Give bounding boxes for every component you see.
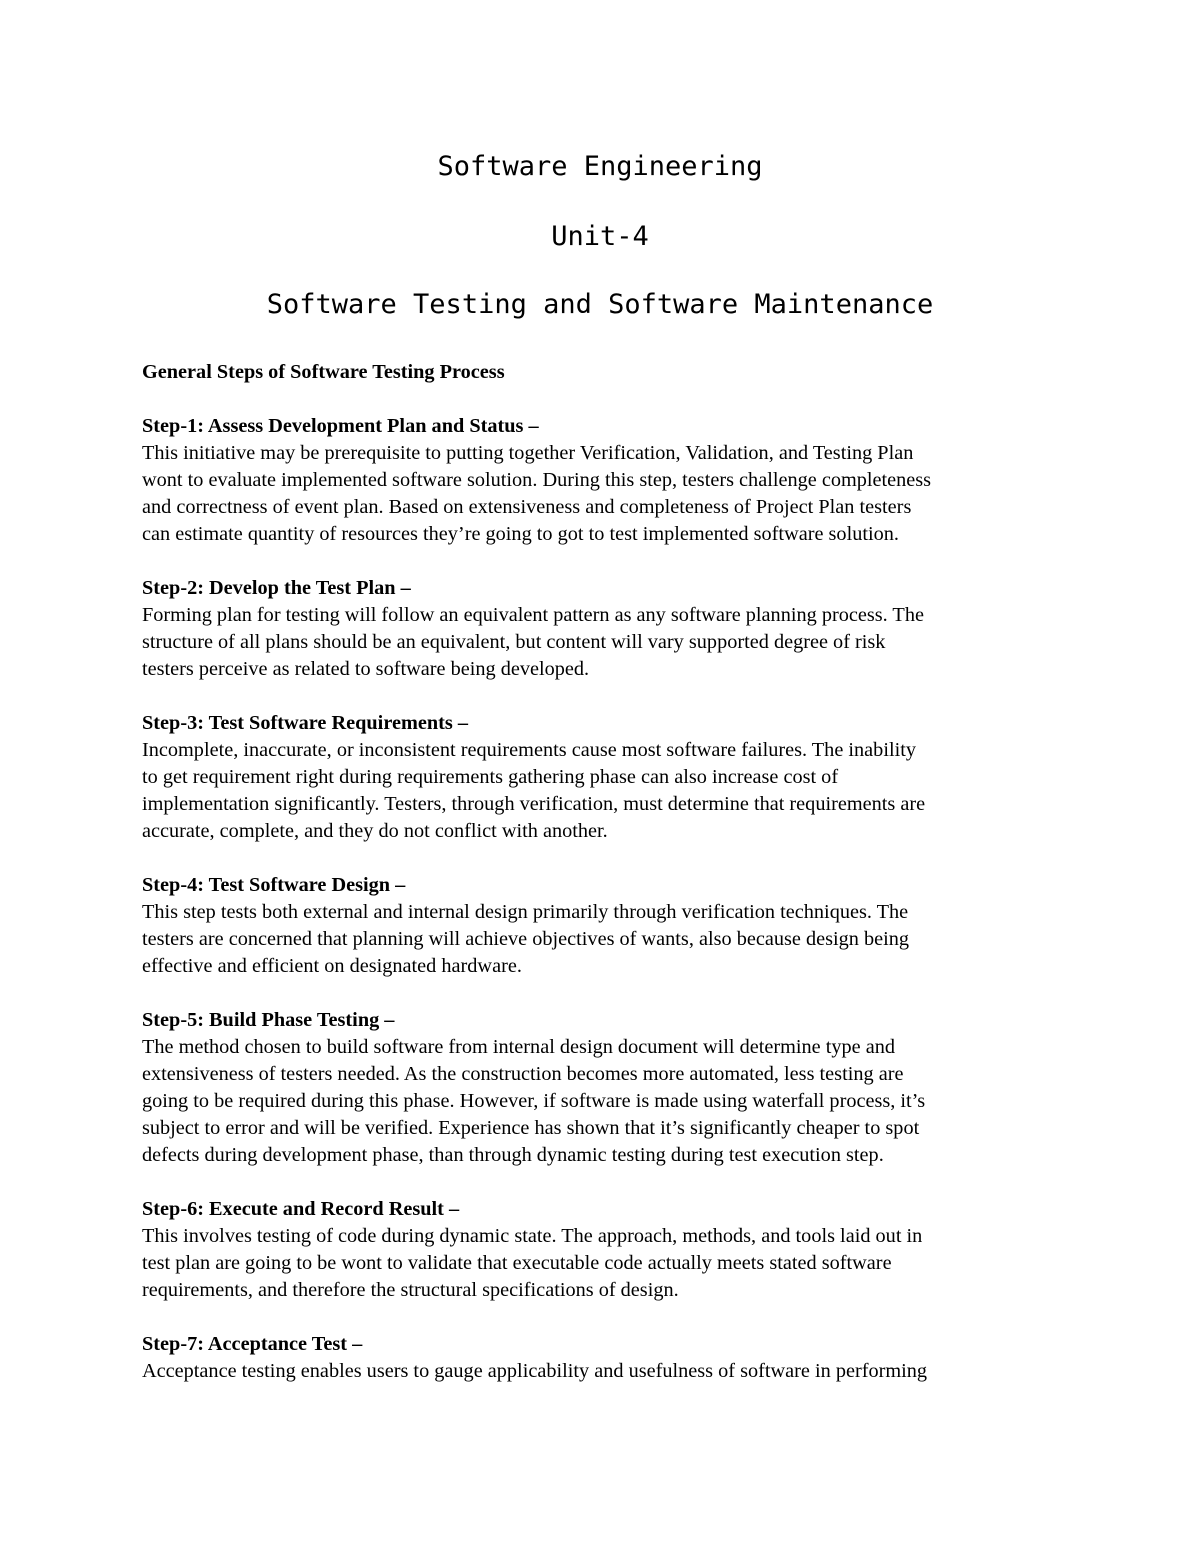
step-block — [142, 575, 1067, 683]
step-description-line: Acceptance testing enables users to gauge applicability and usefulness of software in performing — [142, 1360, 928, 1382]
step-description-line: The method chosen to build software from internal design document will determine type and — [142, 1036, 896, 1058]
document-title: Software Engineering — [437, 151, 763, 182]
step-heading-text: Step-4: Test Software Design — [142, 874, 391, 896]
step-description-line: to get requirement right during requirements gathering phase can also increase cost of — [142, 766, 839, 788]
step-description-line: structure of all plans should be an equivalent, but content will vary supported degree of risk — [142, 631, 886, 653]
step-heading-dash: – — [443, 1198, 460, 1220]
step-description-line: test plan are going to be wont to validate that executable code actually meets stated software — [142, 1252, 892, 1274]
step-description-line: and correctness of event plan. Based on extensiveness and completeness of Project Plan testers — [142, 496, 912, 518]
step-description — [142, 602, 1067, 683]
step-description — [142, 737, 1067, 845]
step-description-line: This step tests both external and internal design primarily through verification techniques. The — [142, 901, 909, 923]
step-heading — [142, 575, 1067, 602]
step-description-line: subject to error and will be verified. Experience has shown that it’s significantly cheaper to spot — [142, 1117, 920, 1139]
step-heading — [142, 413, 1067, 440]
step-description-line: Forming plan for testing will follow an equivalent pattern as any software planning process. The — [142, 604, 924, 626]
step-description-line: accurate, complete, and they do not conflict with another. — [142, 820, 608, 842]
document-body — [142, 359, 1067, 1412]
step-heading — [142, 1331, 1067, 1358]
steps-list — [142, 413, 1067, 1385]
step-description — [142, 440, 1067, 548]
step-description-line: testers perceive as related to software being developed. — [142, 658, 590, 680]
step-description-line: This initiative may be prerequisite to putting together Verification, Validation, and Testing Plan — [142, 442, 914, 464]
step-heading-text: Step-7: Acceptance Test — [142, 1333, 348, 1355]
step-description-line: requirements, and therefore the structural specifications of design. — [142, 1279, 679, 1301]
step-heading-dash: – — [523, 415, 539, 437]
step-description — [142, 1358, 1067, 1385]
step-description-line: going to be required during this phase. However, if software is made using waterfall process, it’s — [142, 1090, 926, 1112]
step-description-line: testers are concerned that planning will achieve objectives of wants, also because design being — [142, 928, 910, 950]
step-heading-dash: – — [379, 1009, 395, 1031]
section-heading: General Steps of Software Testing Process — [142, 361, 505, 383]
step-heading — [142, 710, 1067, 737]
step-heading-dash: – — [452, 712, 468, 734]
step-heading-text: Step-6: Execute and Record Result — [142, 1198, 444, 1220]
step-heading-dash: – — [395, 577, 411, 599]
step-description-line: implementation significantly. Testers, through verification, must determine that requirements are — [142, 793, 926, 815]
step-description-line: This involves testing of code during dynamic state. The approach, methods, and tools laid out in — [142, 1225, 923, 1247]
step-description-line: effective and efficient on designated hardware. — [142, 955, 522, 977]
step-description — [142, 1223, 1067, 1304]
step-heading — [142, 1196, 1067, 1223]
step-block — [142, 1331, 1067, 1385]
step-description-line: defects during development phase, than through dynamic testing during test execution step. — [142, 1144, 884, 1166]
step-block — [142, 413, 1067, 548]
step-description — [142, 1034, 1067, 1169]
step-heading-text: Step-1: Assess Development Plan and Status — [142, 415, 524, 437]
step-heading-dash: – — [347, 1333, 363, 1355]
step-heading-text: Step-3: Test Software Requirements — [142, 712, 453, 734]
step-description-line: wont to evaluate implemented software solution. During this step, testers challenge completeness — [142, 469, 932, 491]
step-block — [142, 872, 1067, 980]
unit-label: Unit-4 — [551, 221, 649, 252]
step-description-line: extensiveness of testers needed. As the construction becomes more automated, less testing are — [142, 1063, 904, 1085]
step-heading — [142, 1007, 1067, 1034]
step-description-line: Incomplete, inaccurate, or inconsistent requirements cause most software failures. The inability — [142, 739, 916, 761]
step-description-line: can estimate quantity of resources they’re going to got to test implemented software solution. — [142, 523, 899, 545]
step-description — [142, 899, 1067, 980]
step-block — [142, 1196, 1067, 1304]
document-subtitle: Software Testing and Software Maintenance — [266, 289, 934, 320]
step-heading-dash: – — [390, 874, 406, 896]
step-block — [142, 1007, 1067, 1169]
step-heading-text: Step-5: Build Phase Testing — [142, 1009, 380, 1031]
step-block — [142, 710, 1067, 845]
step-heading — [142, 872, 1067, 899]
step-heading-text: Step-2: Develop the Test Plan — [142, 577, 396, 599]
